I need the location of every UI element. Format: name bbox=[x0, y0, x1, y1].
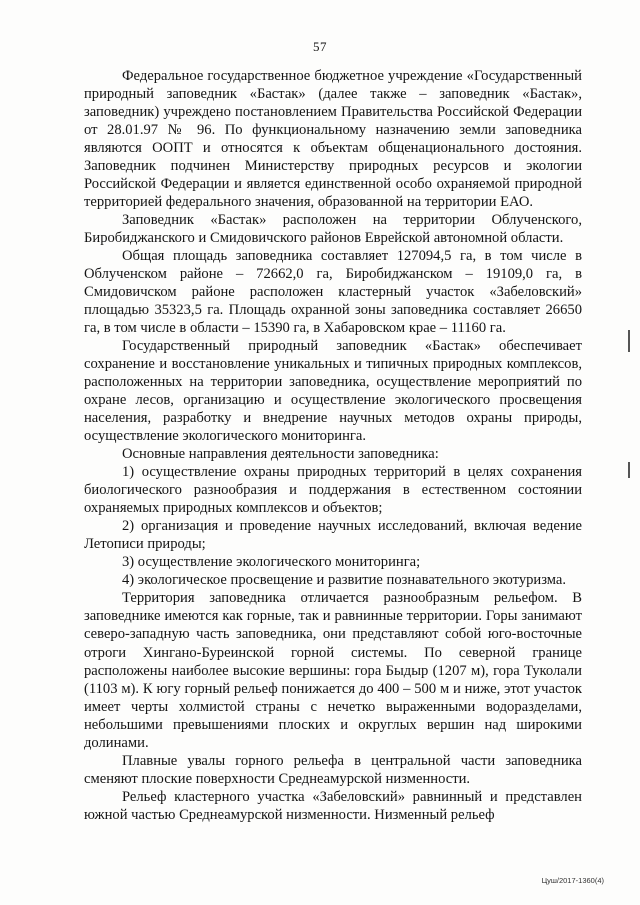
document-body bbox=[84, 67, 582, 824]
scan-edge-mark bbox=[628, 462, 630, 478]
paragraph-directions-heading: Основные направления деятельности заповедника: bbox=[122, 446, 439, 463]
paragraph-intro: Федеральное государственное бюджетное учреждение «Государственный природный заповедник «Бастак» (далее также – заповедник «Бастак», заповедник) учреждено постановлением Правительства Российской Федерации от 28.01.97 № 96. По функциональному назначению земли заповедника являются ООПТ и относятся к объектам общенационального достояния. Заповедник подчинен Министерству природных ресурсов и экологии Российской Федерации и является единственной особо охраняемой природной территорией федерального значения, образованной на территории ЕАО. bbox=[84, 68, 582, 211]
list-item-protection: 1) осуществление охраны природных территорий в целях сохранения биологического разнообразия и поддержания в естественном состоянии охраняемых природных комплексов и объектов; bbox=[84, 464, 582, 517]
paragraph-relief: Территория заповедника отличается разнообразным рельефом. В заповеднике имеются как горные, так и равнинные территории. Горы занимают северо-западную часть заповедника, они представляют собой юго-восточные отроги Хингано-Буреинской горной системы. По северной границе расположены наиболее высокие вершины: гора Быдыр (1207 м), гора Туколали (1103 м). К югу горный рельеф понижается до 400 – 500 м и ниже, этот участок имеет черты холмистой страны с нечетко выраженными водоразделами, небольшими превышениями плоских и округлых вершин над широкими долинами. bbox=[84, 590, 582, 751]
list-item-monitoring: 3) осуществление экологического мониторинга; bbox=[122, 554, 421, 571]
list-item-education: 4) экологическое просвещение и развитие познавательного экотуризма. bbox=[122, 572, 567, 589]
scan-edge-mark bbox=[628, 330, 630, 352]
list-item-research: 2) организация и проведение научных исследований, включая ведение Летописи природы; bbox=[84, 518, 582, 553]
paragraph-area: Общая площадь заповедника составляет 127094,5 га, в том числе в Облученском районе – 72662,0 га, Биробиджанском – 19109,0 га, в Смидовичском районе расположен кластерный участок «Забеловский» площадью 35323,5 га. Площадь охранной зоны заповедника составляет 26650 га, в том числе в области – 15390 га, в Хабаровском крае – 11160 га. bbox=[84, 248, 582, 337]
footer-document-code: Цуш/2017-1360(4) bbox=[541, 876, 604, 885]
paragraph-cluster-relief: Рельеф кластерного участка «Забеловский» равнинный и представлен южной частью Среднеамурской низменности. Низменный рельеф bbox=[84, 788, 582, 823]
paragraph-location: Заповедник «Бастак» расположен на территории Облученского, Биробиджанского и Смидовичского районов Еврейской автономной области. bbox=[84, 212, 582, 247]
paragraph-uvaly: Плавные увалы горного рельефа в центральной части заповедника сменяют плоские поверхности Среднеамурской низменности. bbox=[84, 752, 582, 787]
page-number: 57 bbox=[313, 39, 327, 54]
paragraph-purpose: Государственный природный заповедник «Бастак» обеспечивает сохранение и восстановление уникальных и типичных природных комплексов, расположенных на территории заповедника, осуществление мероприятий по охране лесов, организацию и осуществление экологического просвещения населения, разработку и внедрение научных методов охраны природы, осуществление экологического мониторинга. bbox=[84, 338, 582, 445]
